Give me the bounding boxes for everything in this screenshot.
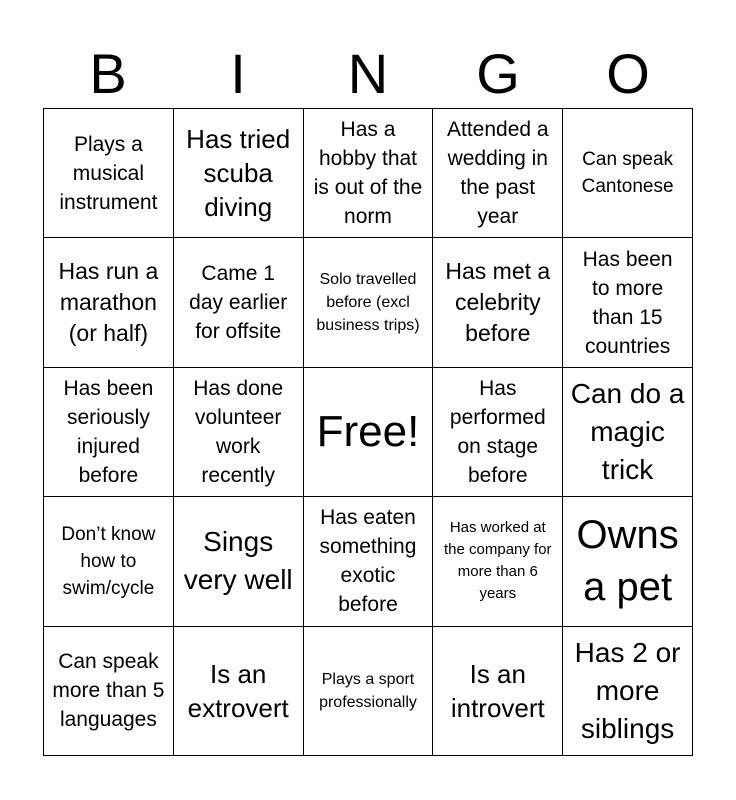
cell-text: Can do a magic trick: [570, 377, 685, 485]
bingo-cell[interactable]: [44, 368, 174, 497]
header-letter-n: N: [347, 42, 389, 105]
header-letter-i: I: [230, 42, 246, 105]
bingo-cell[interactable]: [44, 109, 174, 238]
cell-text: Has run a marathon (or half): [58, 258, 159, 347]
cell-text: Has 2 or more siblings: [574, 636, 681, 744]
cell-text: Plays a sport professionally: [319, 670, 417, 711]
bingo-cell[interactable]: [433, 238, 563, 367]
cell-text: Has tried scuba diving: [186, 124, 291, 223]
bingo-cell[interactable]: [304, 627, 434, 756]
bingo-header: [43, 40, 693, 108]
bingo-cell[interactable]: [563, 368, 693, 497]
cell-text: Came 1 day earlier for offsite: [189, 262, 288, 344]
header-letter-o: O: [606, 42, 650, 105]
bingo-cell[interactable]: [174, 238, 304, 367]
bingo-cell[interactable]: [433, 497, 563, 626]
cell-text: Can speak more than 5 languages: [52, 650, 165, 732]
cell-text: Has worked at the company for more than 6 years: [444, 519, 552, 603]
bingo-cell[interactable]: [174, 368, 304, 497]
bingo-cell[interactable]: [563, 627, 693, 756]
bingo-cell[interactable]: [433, 368, 563, 497]
bingo-cell[interactable]: [44, 627, 174, 756]
cell-text: Has a hobby that is out of the norm: [313, 118, 423, 229]
bingo-cell[interactable]: [304, 109, 434, 238]
bingo-cell[interactable]: [433, 109, 563, 238]
cell-text: Has been seriously injured before: [63, 376, 154, 487]
cell-text: Is an introvert: [450, 658, 545, 723]
cell-text: Has met a celebrity before: [445, 258, 551, 347]
cell-text: Plays a musical instrument: [59, 132, 158, 214]
cell-text: Free!: [316, 406, 420, 456]
bingo-cell[interactable]: [563, 497, 693, 626]
bingo-board: [43, 108, 693, 756]
cell-text: Sings very well: [183, 526, 293, 596]
bingo-cell[interactable]: [563, 238, 693, 367]
cell-text: Has eaten something exotic before: [319, 506, 417, 617]
cell-text: Has done volunteer work recently: [193, 376, 284, 487]
bingo-cell[interactable]: [563, 109, 693, 238]
cell-text: Owns a pet: [576, 513, 679, 610]
bingo-cell[interactable]: [304, 497, 434, 626]
cell-text: Has performed on stage before: [449, 376, 546, 487]
cell-text: Don’t know how to swim/cycle: [61, 523, 156, 599]
cell-text: Attended a wedding in the past year: [446, 118, 549, 229]
bingo-cell[interactable]: [44, 238, 174, 367]
cell-text: Solo travelled before (excl business trips): [316, 271, 420, 335]
bingo-cell[interactable]: [174, 627, 304, 756]
bingo-cell[interactable]: [174, 497, 304, 626]
cell-text: Can speak Cantonese: [581, 149, 674, 198]
cell-text: Has been to more than 15 countries: [582, 247, 673, 358]
header-letter-g: G: [476, 42, 520, 105]
header-letter-b: B: [89, 42, 127, 105]
bingo-cell[interactable]: [174, 109, 304, 238]
bingo-cell[interactable]: [304, 238, 434, 367]
bingo-cell[interactable]: [433, 627, 563, 756]
bingo-cell[interactable]: [44, 497, 174, 626]
cell-text: Is an extrovert: [187, 658, 289, 723]
free-space[interactable]: [304, 368, 434, 497]
